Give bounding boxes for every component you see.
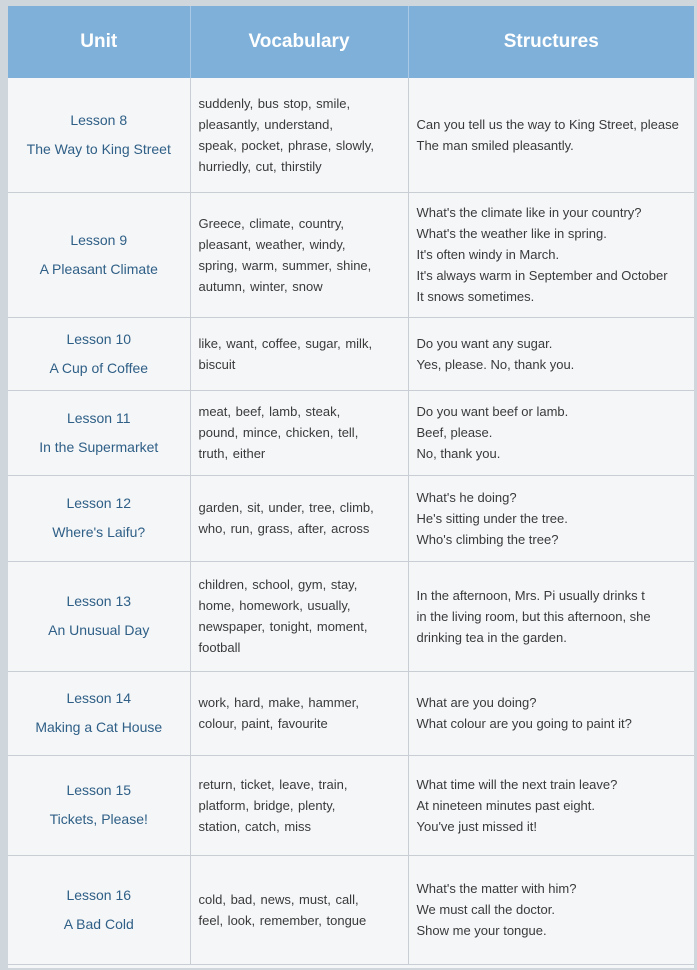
vocabulary-cell	[190, 192, 408, 317]
table-row	[8, 855, 694, 964]
vocabulary-line: like, want, coffee, sugar, milk,	[198, 335, 373, 351]
structure-sentence: It snows sometimes.	[416, 289, 535, 304]
lesson-number: Lesson 15	[66, 782, 132, 798]
structure-sentence: Beef, please.	[416, 425, 493, 440]
vocabulary-cell	[190, 390, 408, 475]
vocabulary-line: cold, bad, news, must, call,	[198, 891, 359, 907]
lesson-table	[8, 6, 694, 965]
vocabulary-line: spring, warm, summer, shine,	[198, 257, 372, 273]
lesson-title: Tickets, Please!	[49, 811, 148, 827]
vocabulary-line: colour, paint, favourite	[198, 716, 328, 731]
structures-cell	[408, 855, 694, 964]
structure-sentence: Who's climbing the tree?	[416, 531, 559, 547]
table-row	[8, 78, 694, 192]
structure-sentence: He's sitting under the tree.	[416, 510, 568, 526]
unit-cell	[8, 755, 190, 855]
structure-sentence: What's he doing?	[416, 489, 517, 505]
structures-cell	[408, 78, 694, 192]
vocabulary-line: biscuit	[198, 356, 236, 372]
structures-cell	[408, 671, 694, 755]
header-structures: Structures	[408, 6, 694, 78]
table-row	[8, 671, 694, 755]
vocabulary-cell	[190, 755, 408, 855]
unit-cell	[8, 390, 190, 475]
structures-cell	[408, 192, 694, 317]
unit-cell	[8, 78, 190, 192]
lesson-title: The Way to King Street	[26, 140, 171, 157]
structure-sentence: Can you tell us the way to King Street, please	[416, 116, 679, 132]
lesson-title: Where's Laifu?	[52, 524, 146, 540]
header-unit: Unit	[8, 6, 190, 78]
lesson-title: A Bad Cold	[63, 915, 134, 932]
lesson-title: An Unusual Day	[48, 622, 150, 638]
structures-cell	[408, 390, 694, 475]
lesson-number: Lesson 11	[66, 409, 131, 426]
unit-cell	[8, 475, 190, 561]
table-row	[8, 317, 694, 390]
vocabulary-cell	[190, 78, 408, 192]
vocabulary-line: pleasant, weather, windy,	[198, 236, 346, 252]
vocabulary-line: pound, mince, chicken, tell,	[198, 425, 359, 440]
unit-cell	[8, 317, 190, 390]
vocabulary-cell	[190, 671, 408, 755]
structure-sentence: In the afternoon, Mrs. Pi usually drinks t	[416, 587, 645, 603]
structure-sentence: What's the weather like in spring.	[416, 226, 607, 241]
structures-cell	[408, 317, 694, 390]
structure-sentence: drinking tea in the garden.	[416, 629, 567, 645]
vocabulary-line: platform, bridge, plenty,	[198, 797, 336, 813]
vocabulary-line: meat, beef, lamb, steak,	[198, 404, 341, 419]
vocabulary-line: autumn, winter, snow	[198, 278, 323, 294]
vocabulary-cell	[190, 475, 408, 561]
vocabulary-line: who, run, grass, after, across	[198, 521, 370, 536]
table-row	[8, 475, 694, 561]
structures-cell	[408, 561, 694, 671]
structure-sentence: No, thank you.	[416, 446, 501, 461]
structure-sentence: What's the matter with him?	[416, 881, 577, 896]
vocabulary-cell	[190, 561, 408, 671]
lesson-title: A Pleasant Climate	[39, 260, 158, 277]
structures-cell	[408, 755, 694, 855]
lesson-number: Lesson 12	[66, 495, 132, 511]
structure-sentence: What are you doing?	[416, 695, 537, 710]
vocabulary-line: garden, sit, under, tree, climb,	[198, 500, 374, 515]
table-row	[8, 755, 694, 855]
header-row	[8, 6, 694, 78]
vocabulary-line: truth, either	[198, 446, 266, 461]
structure-sentence: We must call the doctor.	[416, 902, 555, 917]
structure-sentence: What's the climate like in your country?	[416, 205, 642, 220]
vocabulary-line: speak, pocket, phrase, slowly,	[198, 137, 374, 153]
unit-cell	[8, 855, 190, 964]
vocabulary-line: suddenly, bus stop, smile,	[198, 95, 351, 111]
lesson-number: Lesson 9	[70, 231, 128, 248]
table-row	[8, 192, 694, 317]
vocabulary-line: children, school, gym, stay,	[198, 577, 358, 592]
lesson-number: Lesson 16	[66, 886, 132, 903]
vocabulary-line: newspaper, tonight, moment,	[198, 619, 368, 634]
structure-sentence: You've just missed it!	[416, 818, 538, 834]
vocabulary-line: football	[198, 640, 241, 655]
vocabulary-line: Greece, climate, country,	[198, 215, 345, 231]
structure-sentence: Do you want beef or lamb.	[416, 404, 569, 419]
structures-cell	[408, 475, 694, 561]
unit-cell	[8, 671, 190, 755]
structure-sentence: It's always warm in September and October	[416, 268, 668, 283]
lesson-number: Lesson 14	[66, 690, 132, 706]
unit-cell	[8, 192, 190, 317]
structure-sentence: Show me your tongue.	[416, 923, 547, 938]
structure-sentence: Yes, please. No, thank you.	[416, 356, 575, 372]
structure-sentence: What time will the next train leave?	[416, 776, 618, 792]
structure-sentence: What colour are you going to paint it?	[416, 716, 632, 731]
lesson-title: In the Supermarket	[39, 438, 159, 455]
structure-sentence: The man smiled pleasantly.	[416, 137, 574, 153]
vocabulary-line: hurriedly, cut, thirstily	[198, 158, 322, 174]
lesson-number: Lesson 13	[66, 593, 132, 609]
lesson-number: Lesson 10	[66, 330, 132, 347]
vocabulary-line: pleasantly, understand,	[198, 116, 333, 132]
vocabulary-cell	[190, 317, 408, 390]
vocabulary-line: station, catch, miss	[198, 818, 312, 834]
vocabulary-line: feel, look, remember, tongue	[198, 912, 367, 928]
lesson-number: Lesson 8	[70, 111, 128, 128]
lesson-title: A Cup of Coffee	[49, 359, 149, 376]
structure-sentence: At nineteen minutes past eight.	[416, 797, 596, 813]
vocabulary-line: return, ticket, leave, train,	[198, 776, 348, 792]
vocabulary-page	[8, 6, 694, 968]
vocabulary-line: home, homework, usually,	[198, 598, 351, 613]
lesson-title: Making a Cat House	[35, 719, 163, 735]
structure-sentence: It's often windy in March.	[416, 247, 560, 262]
table-row	[8, 561, 694, 671]
unit-cell	[8, 561, 190, 671]
vocabulary-line: work, hard, make, hammer,	[198, 695, 359, 710]
structure-sentence: in the living room, but this afternoon, she	[416, 608, 651, 624]
table-row	[8, 390, 694, 475]
vocabulary-cell	[190, 855, 408, 964]
structure-sentence: Do you want any sugar.	[416, 335, 553, 351]
header-vocabulary: Vocabulary	[190, 6, 408, 78]
